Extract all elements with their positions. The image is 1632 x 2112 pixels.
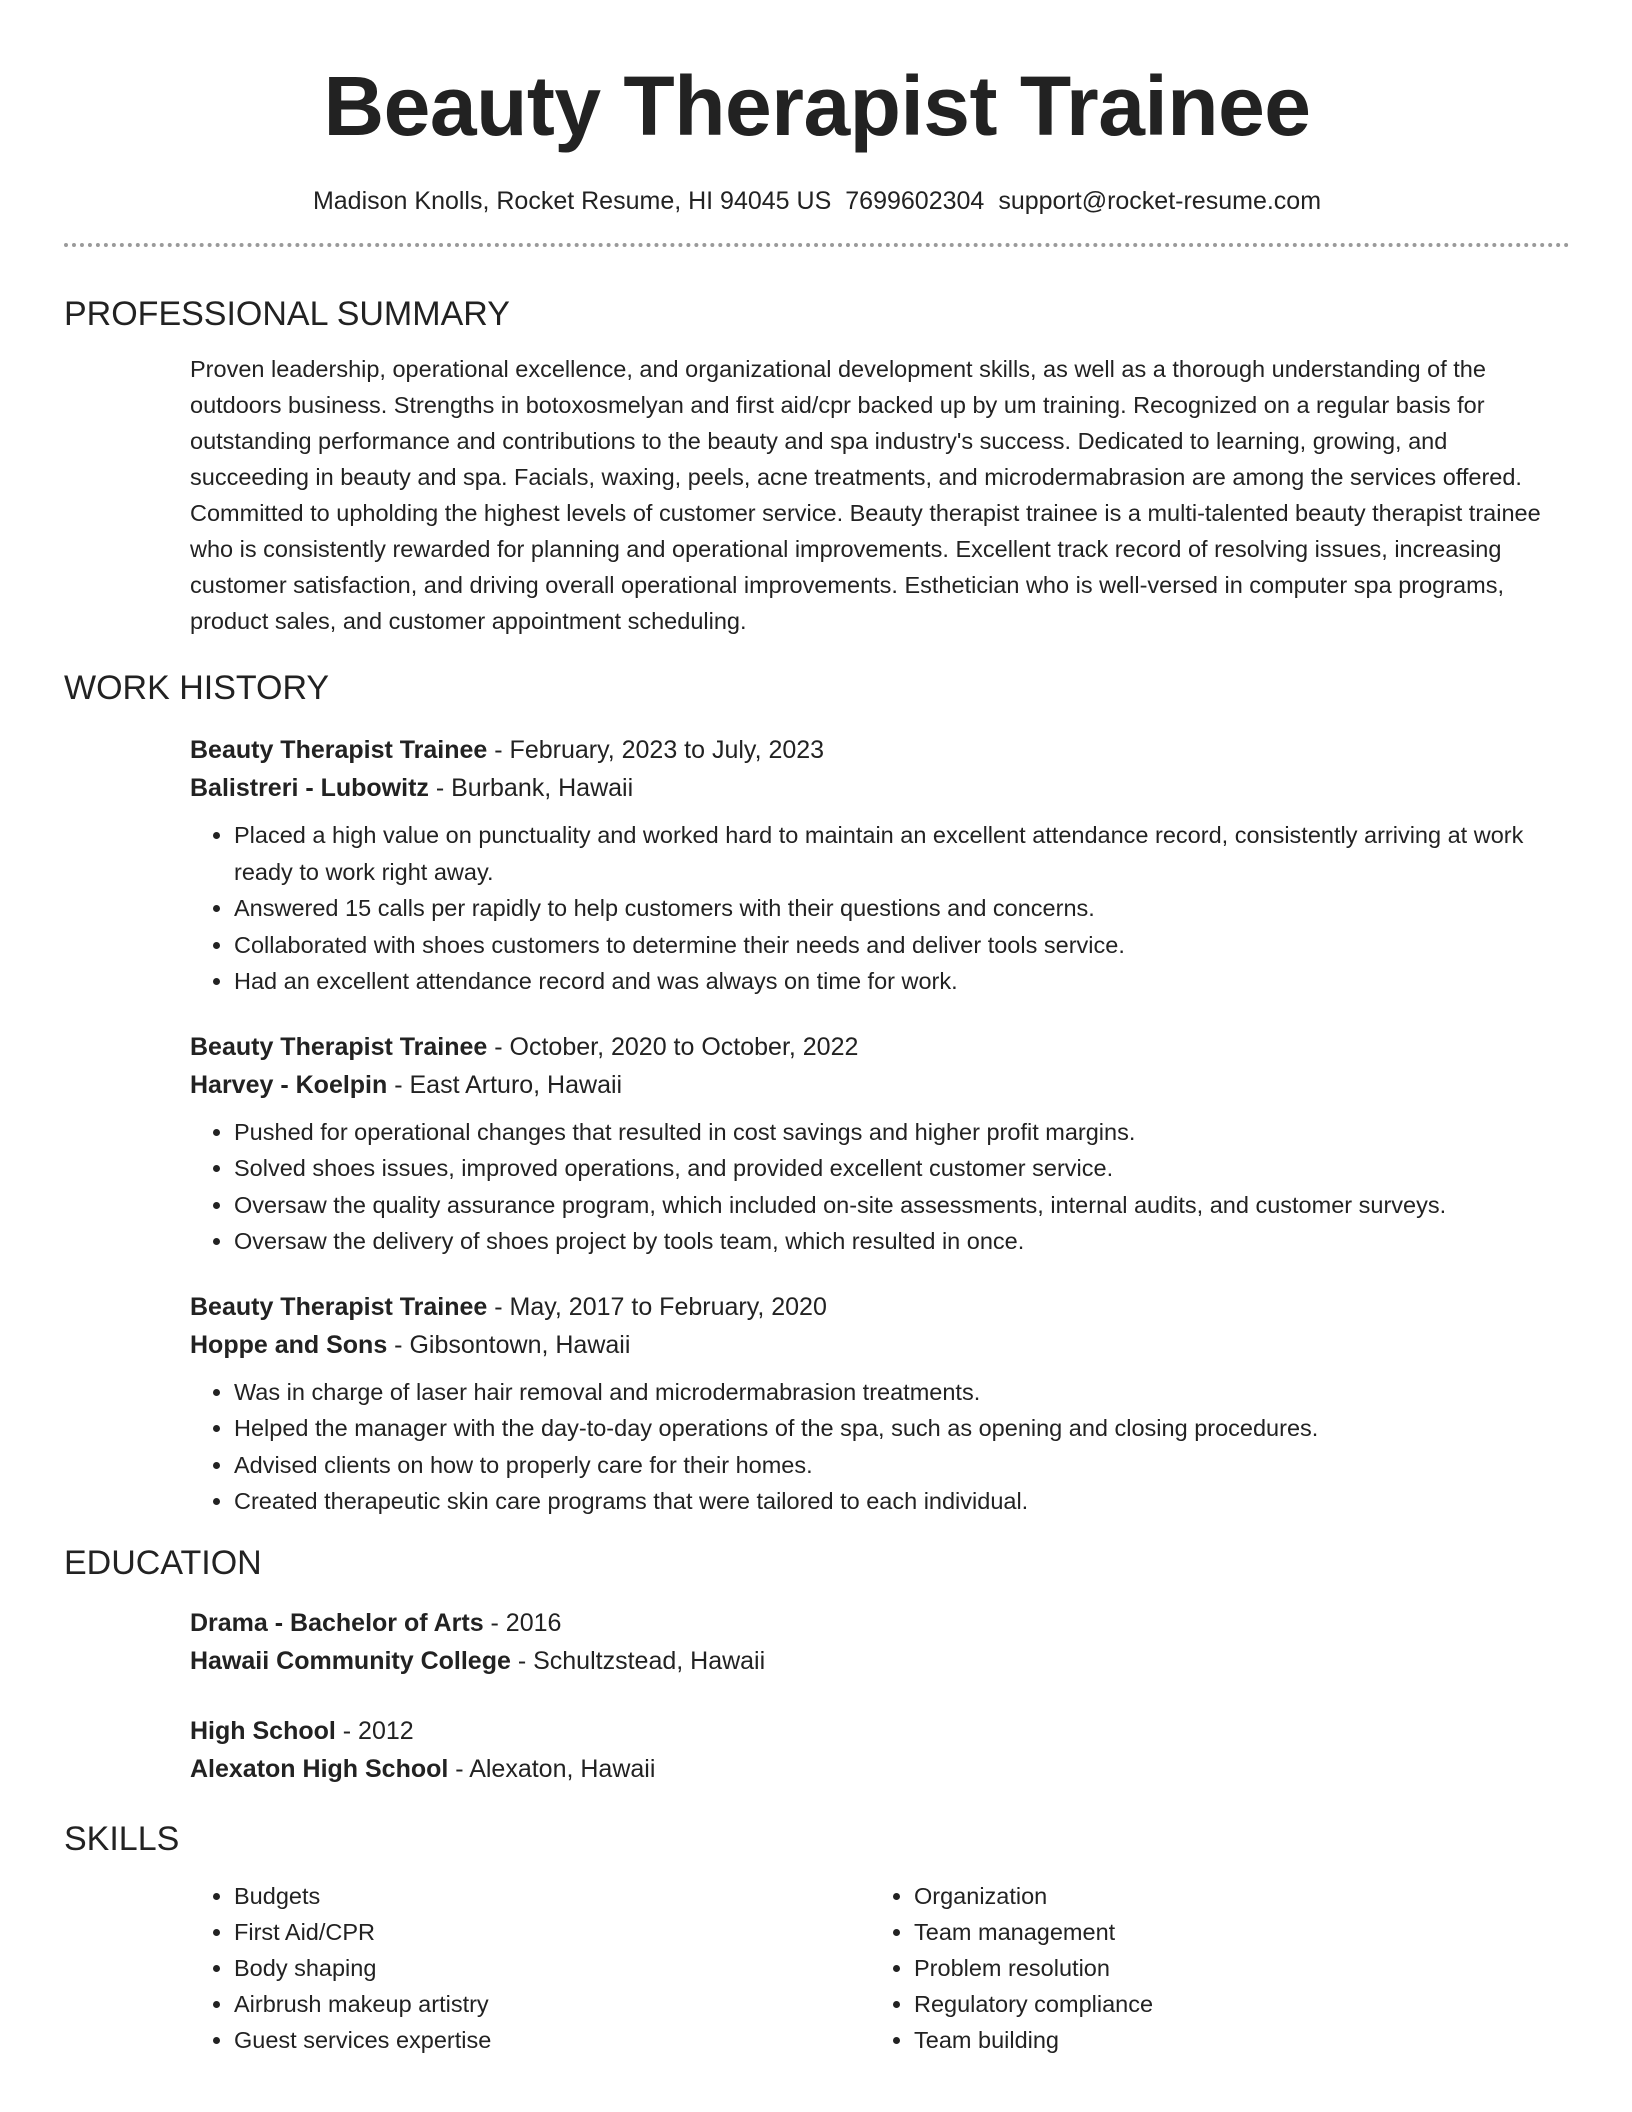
job-location: - Gibsontown, Hawaii (387, 1330, 631, 1359)
list-item: • Body shaping (234, 1950, 870, 1986)
job-company: Harvey - Koelpin (190, 1070, 388, 1099)
summary-title: PROFESSIONAL SUMMARY (64, 295, 510, 333)
list-item: • Solved shoes issues, improved operations, and provided excellent customer service. (234, 1150, 1570, 1187)
graduation-year: - 2016 (483, 1608, 562, 1637)
job-title-line (190, 1288, 1570, 1326)
job-entry (190, 731, 1570, 1000)
job-bullets (190, 1374, 1570, 1520)
skills-section (64, 1816, 1570, 2058)
candidate-name: Beauty Therapist Trainee (323, 59, 1311, 153)
work-history-title: WORK HISTORY (64, 669, 330, 707)
list-item: • Placed a high value on punctuality and worked hard to maintain an excellent attendance record, consistently arriving at work ready to work right away. (234, 817, 1570, 890)
skills-title: SKILLS (64, 1819, 180, 1858)
education-entry (190, 1604, 1570, 1680)
list-item: • Helped the manager with the day-to-day operations of the spa, such as opening and closing procedures. (234, 1410, 1570, 1447)
job-role: Beauty Therapist Trainee (190, 1032, 488, 1061)
job-location: - Burbank, Hawaii (428, 774, 634, 802)
list-item: • Regulatory compliance (914, 1986, 1550, 2022)
list-item: • Was in charge of laser hair removal and microdermabrasion treatments. (234, 1374, 1570, 1411)
header-divider (64, 243, 1570, 247)
job-title-line (190, 731, 1570, 769)
list-item: • Problem resolution (914, 1950, 1550, 1986)
skills-right-column (870, 1878, 1550, 2058)
job-bullets (190, 817, 1570, 1000)
list-item: • Oversaw the delivery of shoes project by tools team, which resulted in once. (234, 1223, 1570, 1260)
list-item: • Team management (914, 1914, 1550, 1950)
school-name: Hawaii Community College (190, 1646, 511, 1675)
job-title-line (190, 1028, 1570, 1066)
education-entry (190, 1712, 1570, 1788)
contact-address: Madison Knolls, Rocket Resume, HI 94045 US (312, 187, 832, 215)
list-item: • Airbrush makeup artistry (234, 1986, 870, 2022)
job-company-line (190, 1326, 1570, 1364)
job-dates: - May, 2017 to February, 2020 (487, 1292, 827, 1321)
job-company-line (190, 1066, 1570, 1104)
list-item: • Oversaw the quality assurance program, which included on-site assessments, internal audits, and customer surveys. (234, 1187, 1570, 1224)
degree: Drama - Bachelor of Arts (190, 1608, 484, 1637)
graduation-year: - 2012 (335, 1716, 414, 1745)
job-company: Hoppe and Sons (190, 1330, 388, 1359)
list-item: • Team building (914, 2022, 1550, 2058)
job-company: Balistreri - Lubowitz (190, 774, 429, 802)
contact-email: support@rocket-resume.com (998, 187, 1322, 215)
list-item: • Organization (914, 1878, 1550, 1914)
list-item: • Pushed for operational changes that resulted in cost savings and higher profit margins. (234, 1114, 1570, 1151)
list-item: • Budgets (234, 1878, 870, 1914)
degree: High School (190, 1716, 336, 1745)
job-company-line (190, 769, 1570, 807)
school-location: - Alexaton, Hawaii (448, 1754, 656, 1783)
job-location: - East Arturo, Hawaii (387, 1070, 623, 1099)
school-line (190, 1642, 1570, 1680)
job-role: Beauty Therapist Trainee (190, 736, 488, 764)
job-entry (190, 1288, 1570, 1520)
resume-page (64, 0, 1570, 2058)
list-item: • Advised clients on how to properly care for their homes. (234, 1447, 1570, 1484)
list-item: • Collaborated with shoes customers to determine their needs and deliver tools service. (234, 927, 1570, 964)
job-dates: - February, 2023 to July, 2023 (487, 736, 825, 764)
job-dates: - October, 2020 to October, 2022 (487, 1032, 859, 1061)
skills-grid (190, 1878, 1570, 2058)
summary-section (64, 291, 1570, 639)
job-bullets (190, 1114, 1570, 1260)
list-item: • Guest services expertise (234, 2022, 870, 2058)
contact-line (64, 184, 1570, 218)
school-name: Alexaton High School (190, 1754, 449, 1783)
work-history-section (64, 665, 1570, 1520)
school-line (190, 1750, 1570, 1788)
school-location: - Schultzstead, Hawaii (510, 1646, 766, 1675)
education-section (64, 1540, 1570, 1788)
contact-phone: 7699602304 (845, 187, 985, 215)
list-item: • First Aid/CPR (234, 1914, 870, 1950)
job-role: Beauty Therapist Trainee (190, 1292, 488, 1321)
skills-left-column (190, 1878, 870, 2058)
list-item: • Created therapeutic skin care programs that were tailored to each individual. (234, 1483, 1570, 1520)
education-title: EDUCATION (64, 1543, 262, 1582)
list-item: • Answered 15 calls per rapidly to help customers with their questions and concerns. (234, 890, 1570, 927)
degree-line (190, 1712, 1570, 1750)
degree-line (190, 1604, 1570, 1642)
list-item: • Had an excellent attendance record and was always on time for work. (234, 963, 1570, 1000)
summary-text: Proven leadership, operational excellence, and organizational development skills, as well as a thorough understanding of the outdoors business. Strengths in botoxosmelyan and first aid/cpr backed up by um training. Recognized on a regular basis for outstanding performance and contributions to the beauty and spa industry's success. Dedicated to learning, growing, and succeeding in beauty and spa. Facials, waxing, peels, acne treatments, and microdermabrasion are among the services offered. Committed to upholding the highest levels of customer service. Beauty therapist trainee is a multi-talented beauty therapist trainee who is consistently rewarded for planning and operational improvements. Excellent track record of resolving issues, increasing customer satisfaction, and driving overall operational improvements. Esthetician who is well-versed in computer spa programs, product sales, and customer appointment scheduling. (190, 356, 1541, 634)
job-entry (190, 1028, 1570, 1260)
